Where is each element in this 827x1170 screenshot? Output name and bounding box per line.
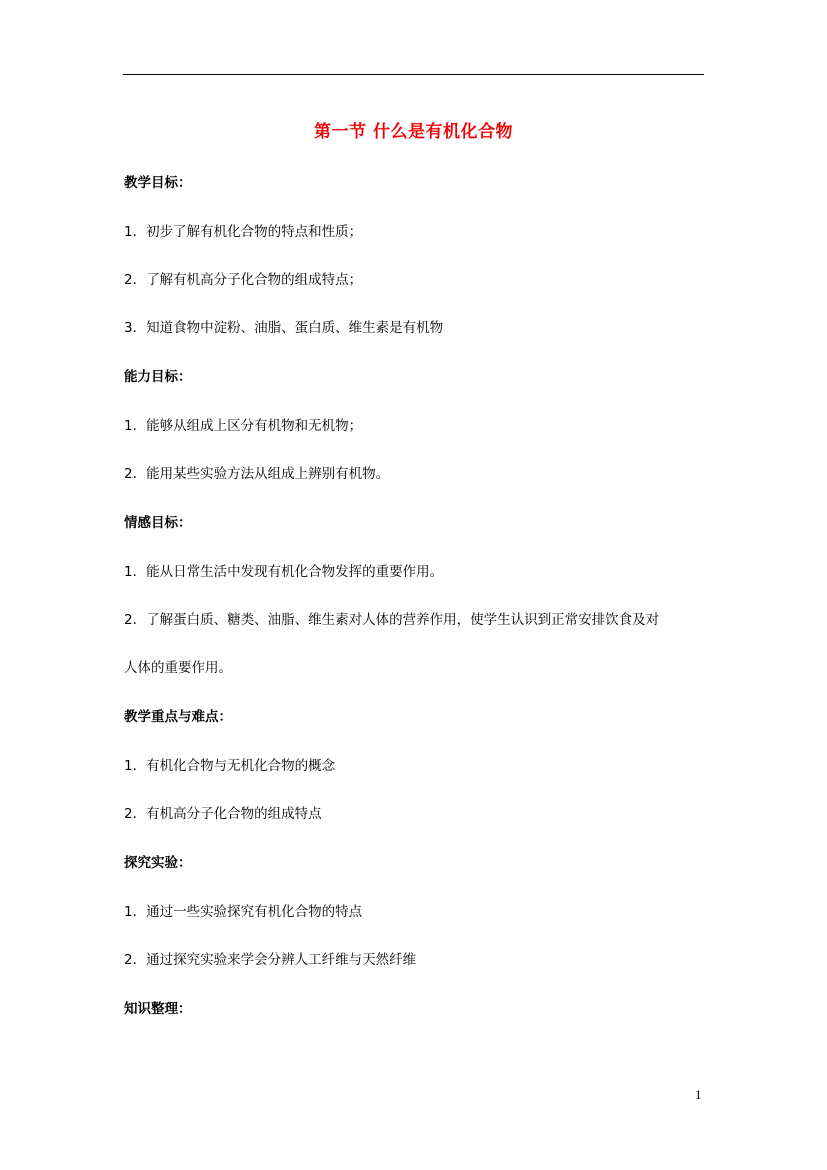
- page-number: 1: [695, 1087, 702, 1102]
- heading-emotional-goals: 情感目标：: [124, 515, 192, 531]
- list-item: 1．能够从组成上区分有机物和无机物；: [124, 418, 363, 434]
- list-item: 3．知道食物中淀粉、油脂、蛋白质、维生素是有机物: [124, 320, 444, 336]
- list-item: 1．能从日常生活中发现有机化合物发挥的重要作用。: [124, 564, 444, 580]
- list-item: 1．有机化合物与无机化合物的概念: [124, 758, 336, 774]
- list-item: 2．通过探究实验来学会分辨人工纤维与天然纤维: [124, 952, 417, 968]
- list-item: 2．了解有机高分子化合物的组成特点；: [124, 272, 363, 288]
- heading-teaching-goals: 教学目标：: [124, 175, 192, 191]
- document-title: 第一节 什么是有机化合物: [314, 122, 513, 142]
- header-rule: [123, 74, 704, 75]
- heading-experiments: 探究实验：: [124, 855, 192, 871]
- heading-ability-goals: 能力目标：: [124, 369, 192, 385]
- heading-knowledge-summary: 知识整理：: [124, 1001, 192, 1017]
- list-item-continuation: 人体的重要作用。: [124, 660, 232, 676]
- list-item: 1．初步了解有机化合物的特点和性质；: [124, 224, 363, 240]
- list-item: 2．能用某些实验方法从组成上辨别有机物。: [124, 466, 390, 482]
- list-item: 2．了解蛋白质、糖类、油脂、维生素对人体的营养作用，使学生认识到正常安排饮食及对: [124, 612, 660, 628]
- list-item: 2．有机高分子化合物的组成特点: [124, 806, 322, 822]
- heading-key-points: 教学重点与难点：: [124, 709, 232, 725]
- list-item: 1．通过一些实验探究有机化合物的特点: [124, 904, 363, 920]
